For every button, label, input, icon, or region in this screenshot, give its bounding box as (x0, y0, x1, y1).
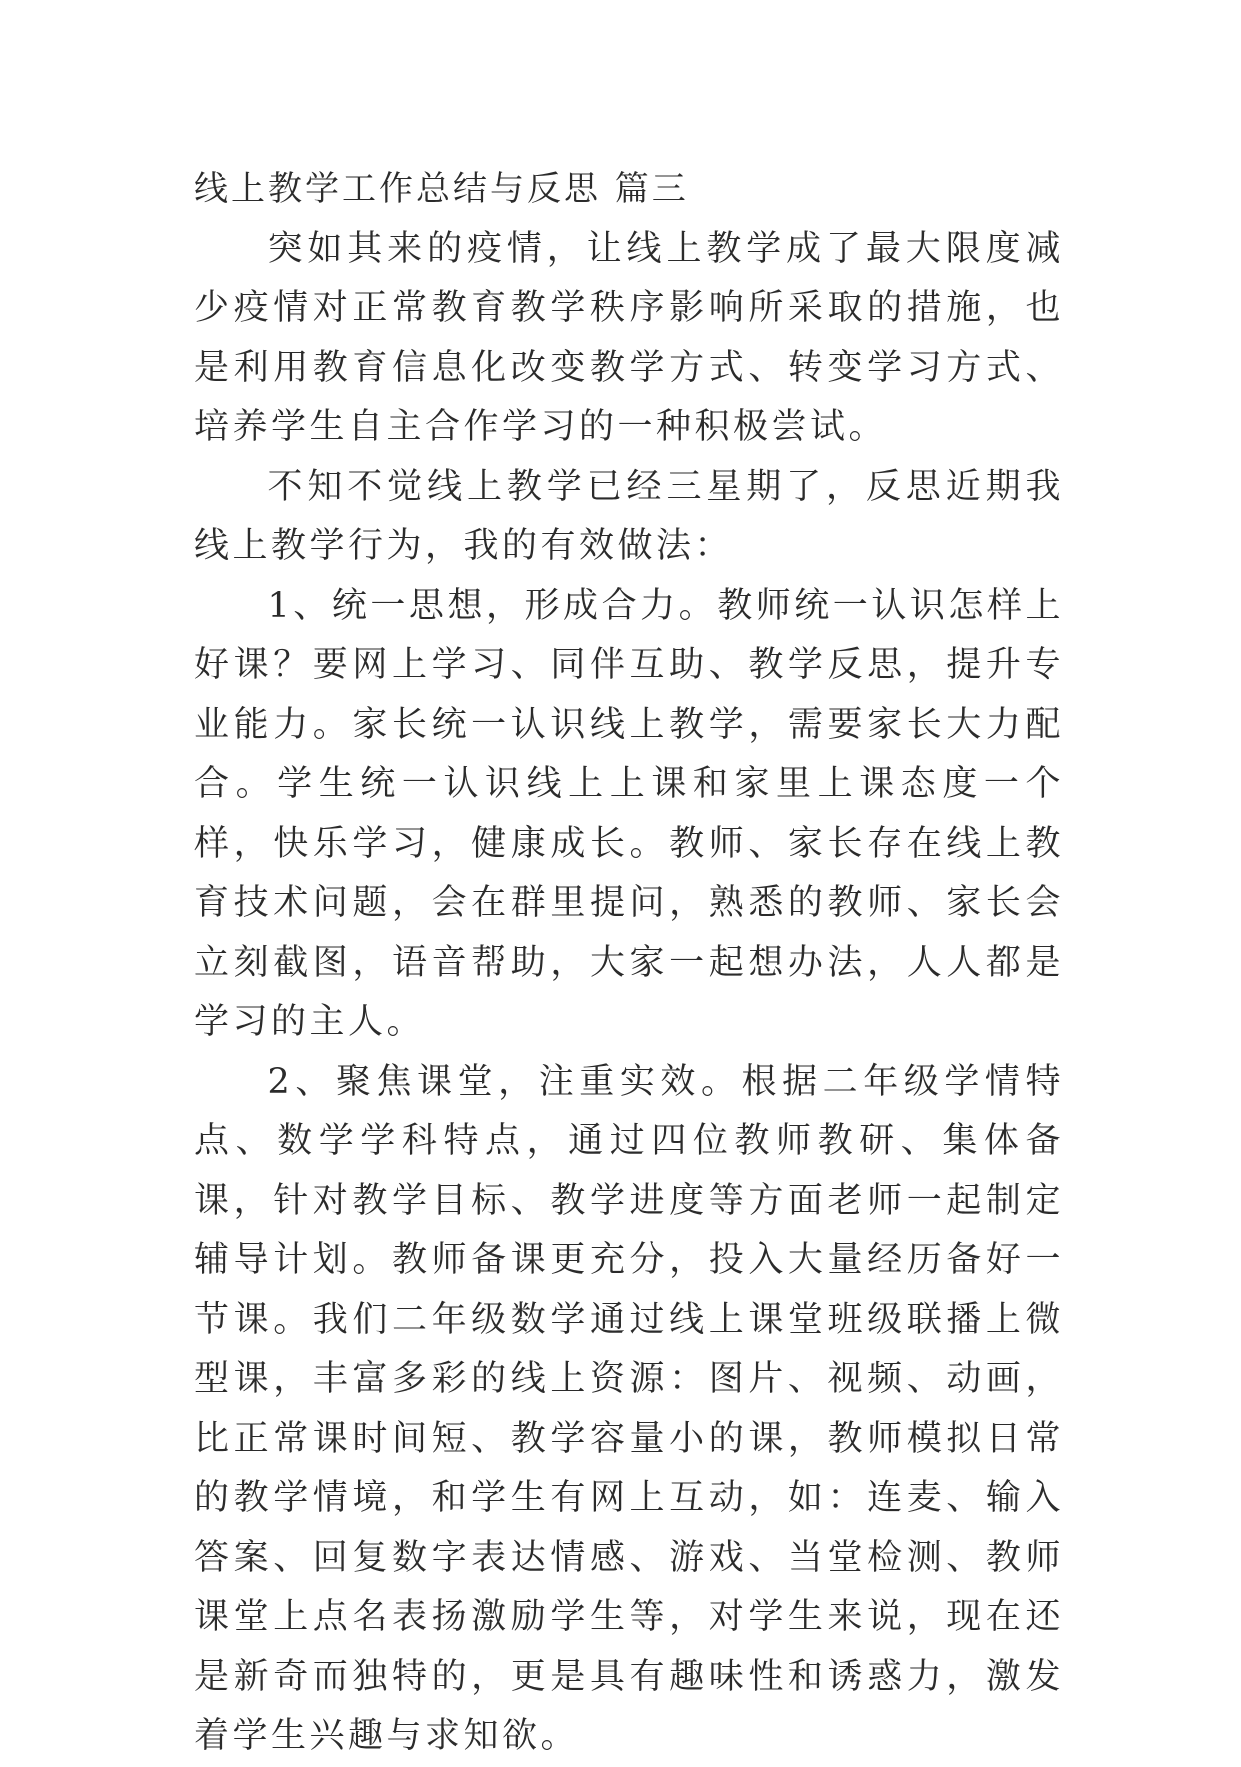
document-title: 线上教学工作总结与反思 篇三 (194, 169, 689, 209)
document-body (194, 160, 1064, 1767)
paragraph-point-1: 1、统一思想，形成合力。教师统一认识怎样上好课？要网上学习、同伴互助、教学反思，提升专业能力。家长统一认识线上教学，需要家长大力配合。学生统一认识线上上课和家里上课态度一个样，快乐学习，健康成长。教师、家长存在线上教育技术问题，会在群里提问，熟悉的教师、家长会立刻截图，语音帮助，大家一起想办法，人人都是学习的主人。 (194, 585, 1064, 1042)
paragraph-point-2: 2、聚焦课堂，注重实效。根据二年级学情特点、数学学科特点，通过四位教师教研、集体备课，针对教学目标、教学进度等方面老师一起制定辅导计划。教师备课更充分，投入大量经历备好一节课。我们二年级数学通过线上课堂班级联播上微型课，丰富多彩的线上资源：图片、视频、动画，比正常课时间短、教学容量小的课，教师模拟日常的教学情境，和学生有网上互动，如：连麦、输入答案、回复数字表达情感、游戏、当堂检测、教师课堂上点名表扬激励学生等，对学生来说，现在还是新奇而独特的，更是具有趣味性和诱惑力，激发着学生兴趣与求知欲。 (194, 1061, 1064, 1756)
paragraph-reflection: 不知不觉线上教学已经三星期了，反思近期我线上教学行为，我的有效做法： (194, 466, 1064, 566)
paragraph-intro: 突如其来的疫情，让线上教学成了最大限度减少疫情对正常教育教学秩序影响所采取的措施，也是利用教育信息化改变教学方式、转变学习方式、培养学生自主合作学习的一种积极尝试。 (194, 228, 1064, 447)
